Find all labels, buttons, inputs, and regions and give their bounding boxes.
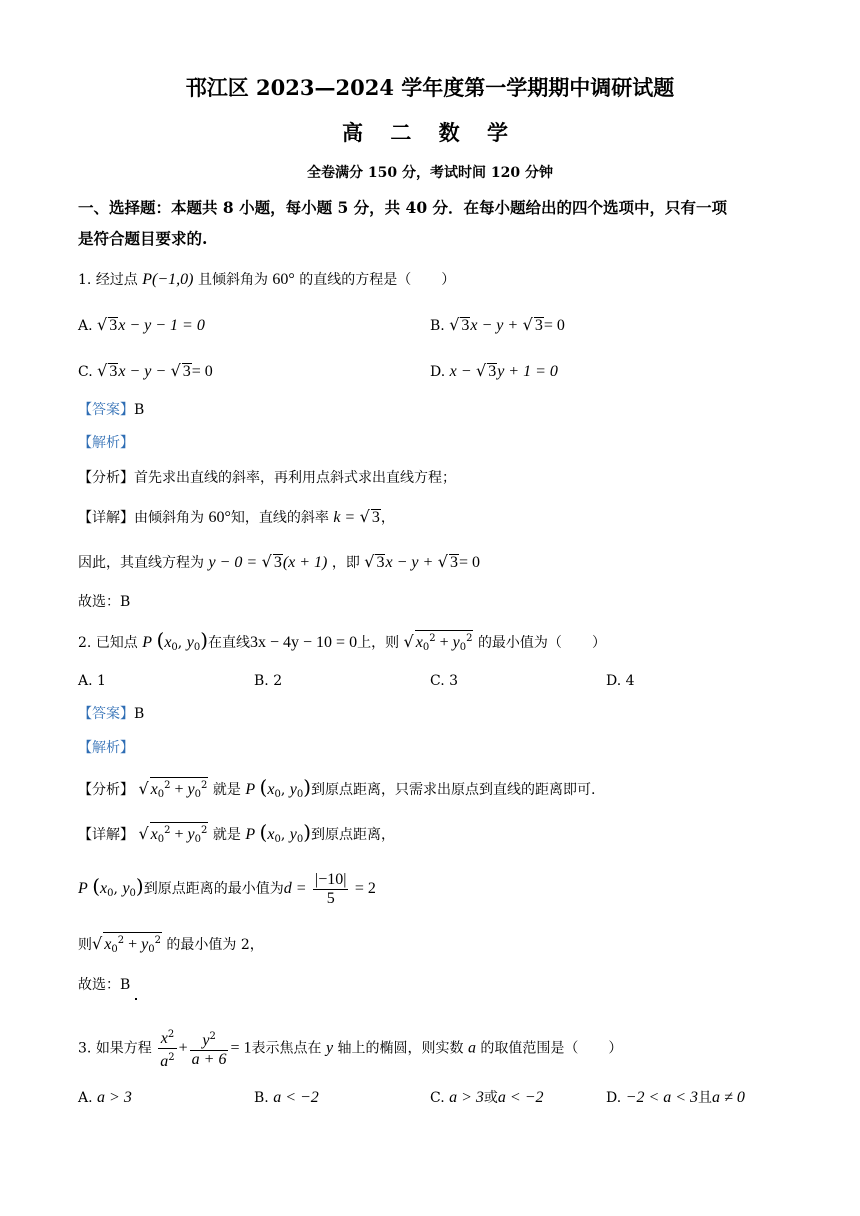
sqrt-content: 3: [488, 363, 497, 380]
sqrt-content: 3: [461, 317, 470, 334]
ze-text-2: 的最小值为 2，: [166, 937, 264, 953]
question-number: 2.: [78, 635, 92, 651]
fenxi-text: 首先求出直线的斜率，再利用点斜式求出直线方程；: [134, 470, 456, 486]
xiangjie-tag: 【详解】: [78, 510, 134, 526]
option-expr: x − y +: [470, 317, 519, 334]
q3-text-1: 如果方程: [95, 1040, 152, 1057]
sqrt-content: 3: [449, 554, 458, 571]
question-1: [78, 270, 455, 290]
q3-text-4: 的取值范围是（: [480, 1040, 579, 1057]
var-x: x: [160, 1030, 168, 1047]
fx-text-2: 到原点距离，只需求出原点到直线的距离即可.: [311, 782, 596, 798]
option-or: 或: [483, 1090, 498, 1106]
q2-text-3: 上，则: [357, 635, 400, 651]
q1-point: P(−1,0): [142, 271, 194, 288]
yc-eq-1: y − 0 =: [208, 554, 258, 571]
select-value: B: [120, 594, 131, 610]
distance-d: d =: [283, 880, 307, 897]
answer-value: B: [134, 402, 145, 418]
q3-option-d: [606, 1088, 745, 1108]
yc-eq-3: x − y +: [385, 554, 434, 571]
yc-text-1: 因此，其直线方程为: [78, 555, 204, 571]
q1-angle: 60°: [272, 271, 295, 288]
var-a: a: [160, 1053, 169, 1070]
q3-text-2: 表示焦点在: [251, 1040, 322, 1057]
fx-text-1: 就是: [212, 782, 241, 798]
sqrt-content: 3: [273, 554, 282, 571]
option-label: A.: [78, 1090, 93, 1106]
xiangjie-tag: 【详解】: [78, 827, 134, 843]
option-expr-2: a < −2: [497, 1089, 544, 1106]
option-expr: x − y − 1 = 0: [118, 317, 205, 334]
q1-text-2: 且倾斜角为: [197, 272, 268, 288]
q2-text-1: 已知点: [95, 635, 138, 651]
q2-option-d: D. 4: [606, 673, 635, 689]
xj-text-3: ，: [380, 510, 395, 526]
q1-option-a: A. √ 3x − y − 1 = 0: [78, 315, 205, 334]
sqrt-content: 3: [371, 509, 380, 526]
q1-select: [78, 592, 130, 612]
option-label: C.: [430, 1090, 445, 1106]
q2-text-5: ）: [591, 635, 606, 651]
option-and: 且: [698, 1090, 713, 1106]
xj-angle: 60°: [208, 509, 231, 526]
q3-fraction-y: $\frac{y^2}{a + 6}$: [190, 1028, 229, 1069]
q3-eq: = 1: [230, 1039, 252, 1057]
q3-fraction-x: $\frac{x^2}{a^2}$: [158, 1026, 176, 1071]
q1-answer: [78, 400, 144, 420]
subscript: 0: [171, 642, 178, 653]
xj-text-2: 知，直线的斜率: [230, 510, 329, 526]
sqrt-content: 3: [109, 363, 118, 380]
q2-line-eq: 3x − 4y − 10 = 0: [250, 634, 358, 651]
distance-fraction: [313, 871, 348, 908]
fraction-denominator: 5: [326, 889, 335, 907]
question-number: 3.: [78, 1040, 92, 1057]
option-label: C.: [78, 364, 93, 380]
sqrt-content: 3: [376, 554, 385, 571]
q1-text-4: ）: [441, 272, 456, 288]
option-expr: a > 3: [97, 1089, 132, 1106]
option-label: D.: [606, 1090, 622, 1106]
option-label: B.: [430, 318, 445, 334]
option-expr: −2 < a < 3: [625, 1089, 699, 1106]
question-3: 3. 如果方程 $\frac{x^2}{a^2}$ + $\frac{y^2}{a + 6}$ = 1表示焦点在 y 轴上的椭圆，则实数 a 的取值范围是（ ）: [78, 1026, 622, 1071]
question-2: 2. 已知点 P ($x_0$, $y_0$)在直线3x − 4y − 10 = 0上，则 √ $x_0^2 + y_0^2$ 的最小值为（ ）: [78, 630, 606, 658]
section-heading-line2: 是符合题目要求的.: [78, 229, 208, 248]
answer-tag: 【答案】: [78, 706, 134, 722]
q2-text-2: 在直线: [208, 635, 250, 651]
stray-dot: [135, 998, 137, 1000]
q3-text-5: ）: [608, 1040, 623, 1057]
sqrt-content: 3: [534, 317, 543, 334]
distance-result: = 2: [354, 880, 376, 897]
answer-tag: 【答案】: [78, 402, 134, 418]
option-expr: a < −2: [273, 1089, 319, 1106]
option-expr: x − y −: [118, 363, 167, 380]
q1-text-3: 的直线的方程是（: [299, 272, 412, 288]
var-y-axis: y: [325, 1039, 334, 1057]
option-expr: x −: [449, 363, 472, 380]
option-expr-2: a ≠ 0: [712, 1089, 745, 1106]
var-x: x: [164, 634, 172, 651]
q2-conclusion: 则√ $x_0^2 + y_0^2$ 的最小值为 2，: [78, 932, 264, 958]
q2-min-distance: P ($x_0$, $y_0$)到原点距离的最小值为d = $\frac{|-10|}{5}$ = 2: [78, 870, 376, 907]
ze-text: 则: [78, 937, 92, 953]
option-label: D.: [430, 364, 446, 380]
q2-analysis-tag: 【解析】: [78, 740, 134, 756]
yc-text-2: ，即: [331, 555, 360, 571]
q2-text-4: 的最小值为（: [477, 635, 562, 651]
q1-option-c: C. √ 3x − y − √ 3= 0: [78, 361, 213, 380]
q2-fenxi: 【分析】 √ $x_0^2 + y_0^2$ 就是 P ($x_0$, $y_0$)到原点距离，只需求出原点到直线的距离即可.: [78, 777, 596, 805]
subject-title: 高 二 数 学: [342, 120, 518, 145]
q1-conclusion: 因此，其直线方程为 y − 0 = √ 3(x + 1) ，即 √ 3x − y + √ 3= 0: [78, 552, 480, 571]
q2-xiangjie: 【详解】 √ $x_0^2 + y_0^2$ 就是 P ($x_0$, $y_0$)到原点距离，: [78, 822, 395, 850]
yc-eq-2: (x + 1): [282, 554, 328, 571]
answer-value: B: [134, 706, 145, 722]
q1-xiangjie: 【详解】由倾斜角为 60°知，直线的斜率 k = √ 3，: [78, 507, 395, 526]
option-expr: a > 3: [449, 1089, 484, 1106]
sqrt-content: 3: [182, 363, 191, 380]
denominator-a6: a + 6: [191, 1051, 227, 1068]
point-p: P: [142, 634, 153, 651]
q2-option-b: B. 2: [254, 673, 283, 689]
question-number: 1.: [78, 272, 92, 288]
q1-fenxi: [78, 468, 456, 488]
min-text: 到原点距离的最小值为: [143, 881, 284, 897]
xj-text-1: 由倾斜角为: [134, 510, 204, 526]
yc-eq-4: = 0: [458, 554, 480, 571]
q1-analysis-tag: 【解析】: [78, 435, 134, 451]
xj-text-1: 就是: [212, 827, 241, 843]
q1-text-1: 经过点: [95, 272, 138, 288]
fenxi-tag: 【分析】: [78, 470, 134, 486]
xj-k: k =: [333, 509, 356, 526]
q3-option-c: [430, 1088, 544, 1108]
q1-option-d: D. x − √ 3y + 1 = 0: [430, 361, 558, 380]
select-tag: 故选：: [78, 977, 120, 993]
option-label: A.: [78, 318, 93, 334]
select-tag: 故选：: [78, 594, 120, 610]
q2-answer: [78, 704, 144, 724]
q2-option-a: A. 1: [78, 673, 106, 689]
exam-info: 全卷满分 150 分，考试时间 120 分钟: [307, 165, 553, 181]
q3-option-a: [78, 1088, 132, 1108]
exam-title: 邗江区 2023—2024 学年度第一学期期中调研试题: [185, 75, 675, 100]
option-label: B.: [254, 1090, 269, 1106]
fenxi-tag: 【分析】: [78, 782, 134, 798]
sqrt-content: 3: [109, 317, 118, 334]
var-y: y: [202, 1032, 210, 1049]
q2-select: [78, 975, 130, 995]
option-expr-end: = 0: [191, 363, 213, 380]
option-expr-end: = 0: [543, 317, 565, 334]
var-y: y: [186, 634, 194, 651]
option-expr-end: y + 1 = 0: [497, 363, 558, 380]
var-a-real: a: [467, 1039, 476, 1057]
subscript: 0: [193, 642, 201, 653]
select-value: B: [120, 977, 131, 993]
xj-text-2: 到原点距离，: [311, 827, 396, 843]
q2-option-c: C. 3: [430, 673, 459, 689]
section-heading-line1: 一、选择题：本题共 8 小题，每小题 5 分，共 40 分．在每小题给出的四个选项中，只有一项: [78, 198, 728, 217]
fraction-numerator: |−10|: [314, 870, 347, 888]
q3-option-b: [254, 1088, 319, 1108]
q1-option-b: B. √ 3x − y + √ 3= 0: [430, 315, 565, 334]
q3-text-3: 轴上的椭圆，则实数: [337, 1040, 464, 1057]
